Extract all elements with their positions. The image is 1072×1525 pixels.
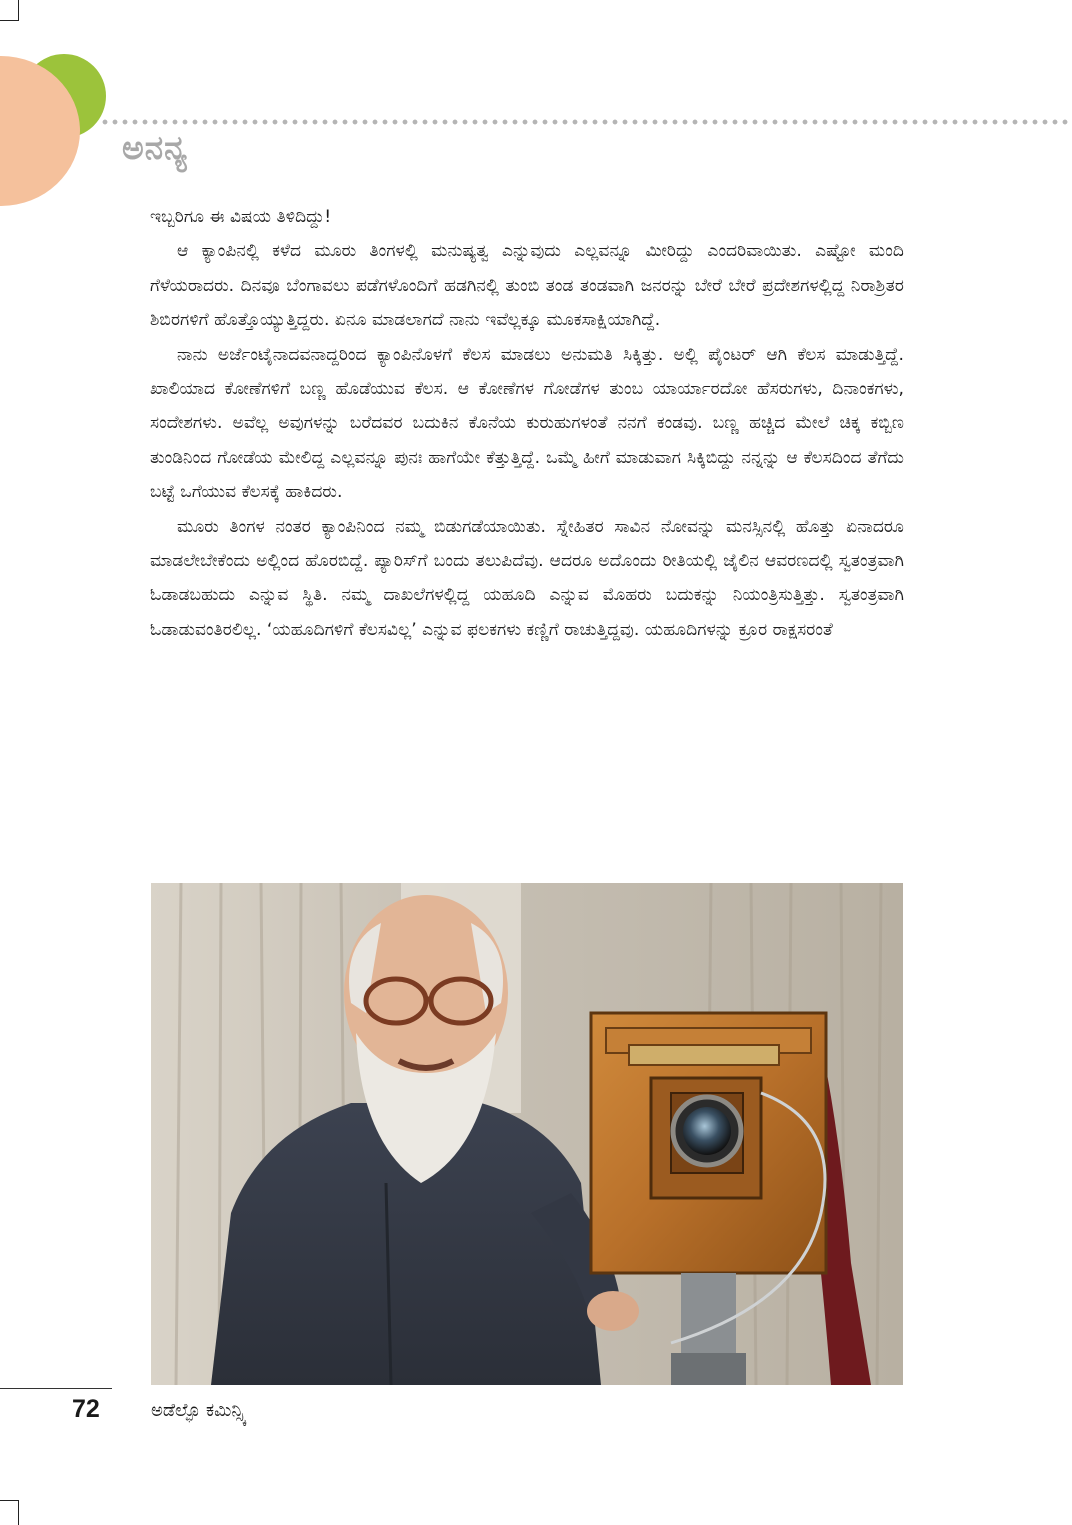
paragraph-1: ಇಬ್ಬರಿಗೂ ಈ ವಿಷಯ ತಿಳಿದಿದ್ದು! <box>150 207 332 227</box>
photo-illustration <box>151 883 903 1385</box>
footer-rule <box>0 1388 112 1389</box>
article-body <box>150 200 904 647</box>
section-title: ಅನನ್ಯ <box>122 128 188 167</box>
dotted-header-rule <box>100 118 1072 126</box>
crop-mark-top-vertical <box>18 0 19 20</box>
photo-man-with-camera <box>151 883 903 1385</box>
photo-caption: ಅಡೆಲ್ಫೊ ಕಮಿನ್ಸ್ಕಿ <box>151 1400 247 1421</box>
crop-mark-top-horizontal <box>0 20 19 21</box>
page-number: 72 <box>72 1395 100 1423</box>
paragraph-3: ನಾನು ಅರ್ಜೆಂಟೈನಾದವನಾದ್ದರಿಂದ ಕ್ಯಾಂಪಿನೊಳಗೆ ಕೆಲಸ ಮಾಡಲು ಅನುಮತಿ ಸಿಕ್ಕಿತ್ತು. ಅಲ್ಲಿ ಪೈಂಟರ್ ಆಗಿ ಕೆಲಸ ಮಾಡುತ್ತಿದ್ದೆ. ಖಾಲಿಯಾದ ಕೋಣೆಗಳಿಗೆ ಬಣ್ಣ ಹೊಡೆಯುವ ಕೆಲಸ. ಆ ಕೋಣೆಗಳ ಗೋಡೆಗಳ ತುಂಬ ಯಾರ್ಯಾರದೋ ಹೆಸರುಗಳು, ದಿನಾಂಕಗಳು, ಸಂದೇಶಗಳು. ಅವೆಲ್ಲ ಅವುಗಳನ್ನು ಬರೆದವರ ಬದುಕಿನ ಕೊನೆಯ ಕುರುಹುಗಳಂತೆ ನನಗೆ ಕಂಡವು. ಬಣ್ಣ ಹಚ್ಚಿದ ಮೇಲೆ ಚಿಕ್ಕ ಕಬ್ಬಿಣ ತುಂಡಿನಿಂದ ಗೋಡೆಯ ಮೇಲಿದ್ದ ಎಲ್ಲವನ್ನೂ ಪುನಃ ಹಾಗೆಯೇ ಕೆತ್ತುತ್ತಿದ್ದೆ. ಒಮ್ಮೆ ಹೀಗೆ ಮಾಡುವಾಗ ಸಿಕ್ಕಿಬಿದ್ದು ನನ್ನನ್ನು ಆ ಕೆಲಸದಿಂದ ತೆಗೆದು ಬಟ್ಟೆ ಒಗೆಯುವ ಕೆಲಸಕ್ಕೆ ಹಾಕಿದರು. <box>150 344 904 503</box>
paragraph-2: ಆ ಕ್ಯಾಂಪಿನಲ್ಲಿ ಕಳೆದ ಮೂರು ತಿಂಗಳಲ್ಲಿ ಮನುಷ್ಯತ್ವ ಎನ್ನುವುದು ಎಲ್ಲವನ್ನೂ ಮೀರಿದ್ದು ಎಂದರಿವಾಯಿತು. ಎಷ್ಟೋ ಮಂದಿ ಗೆಳೆಯರಾದರು. ದಿನವೂ ಬೆಂಗಾವಲು ಪಡೆಗಳೊಂದಿಗೆ ಹಡಗಿನಲ್ಲಿ ತುಂಬಿ ತಂಡ ತಂಡವಾಗಿ ಜನರನ್ನು ಬೇರೆ ಬೇರೆ ಪ್ರದೇಶಗಳಲ್ಲಿದ್ದ ನಿರಾಶ್ರಿತರ ಶಿಬಿರಗಳಿಗೆ ಹೊತ್ತೊಯ್ಯುತ್ತಿದ್ದರು. ಏನೂ ಮಾಡಲಾಗದೆ ನಾನು ಇವೆಲ್ಲಕ್ಕೂ ಮೂಕಸಾಕ್ಷಿಯಾಗಿದ್ದೆ. <box>150 241 904 331</box>
crop-mark-bottom-horizontal <box>0 1500 19 1501</box>
paragraph-4: ಮೂರು ತಿಂಗಳ ನಂತರ ಕ್ಯಾಂಪಿನಿಂದ ನಮ್ಮ ಬಿಡುಗಡೆಯಾಯಿತು. ಸ್ನೇಹಿತರ ಸಾವಿನ ನೋವನ್ನು ಮನಸ್ಸಿನಲ್ಲಿ ಹೊತ್ತು ಏನಾದರೂ ಮಾಡಲೇಬೇಕೆಂದು ಅಲ್ಲಿಂದ ಹೊರಬಿದ್ದೆ. ಪ್ಯಾರಿಸ್‌ಗೆ ಬಂದು ತಲುಪಿದೆವು. ಆದರೂ ಅದೊಂದು ರೀತಿಯಲ್ಲಿ ಜೈಲಿನ ಆವರಣದಲ್ಲಿ ಸ್ವತಂತ್ರವಾಗಿ ಓಡಾಡಬಹುದು ಎನ್ನುವ ಸ್ಥಿತಿ. ನಮ್ಮ ದಾಖಲೆಗಳಲ್ಲಿದ್ದ ಯಹೂದಿ ಎನ್ನುವ ಮೊಹರು ಬದುಕನ್ನು ನಿಯಂತ್ರಿಸುತ್ತಿತ್ತು. ಸ್ವತಂತ್ರವಾಗಿ ಓಡಾಡುವಂತಿರಲಿಲ್ಲ. ‘ಯಹೂದಿಗಳಿಗೆ ಕೆಲಸವಿಲ್ಲ’ ಎನ್ನುವ ಫಲಕಗಳು ಕಣ್ಣಿಗೆ ರಾಚುತ್ತಿದ್ದವು. ಯಹೂದಿಗಳನ್ನು ಕ್ರೂರ ರಾಕ್ಷಸರಂತೆ <box>150 516 904 640</box>
crop-mark-bottom-vertical <box>18 1500 19 1525</box>
